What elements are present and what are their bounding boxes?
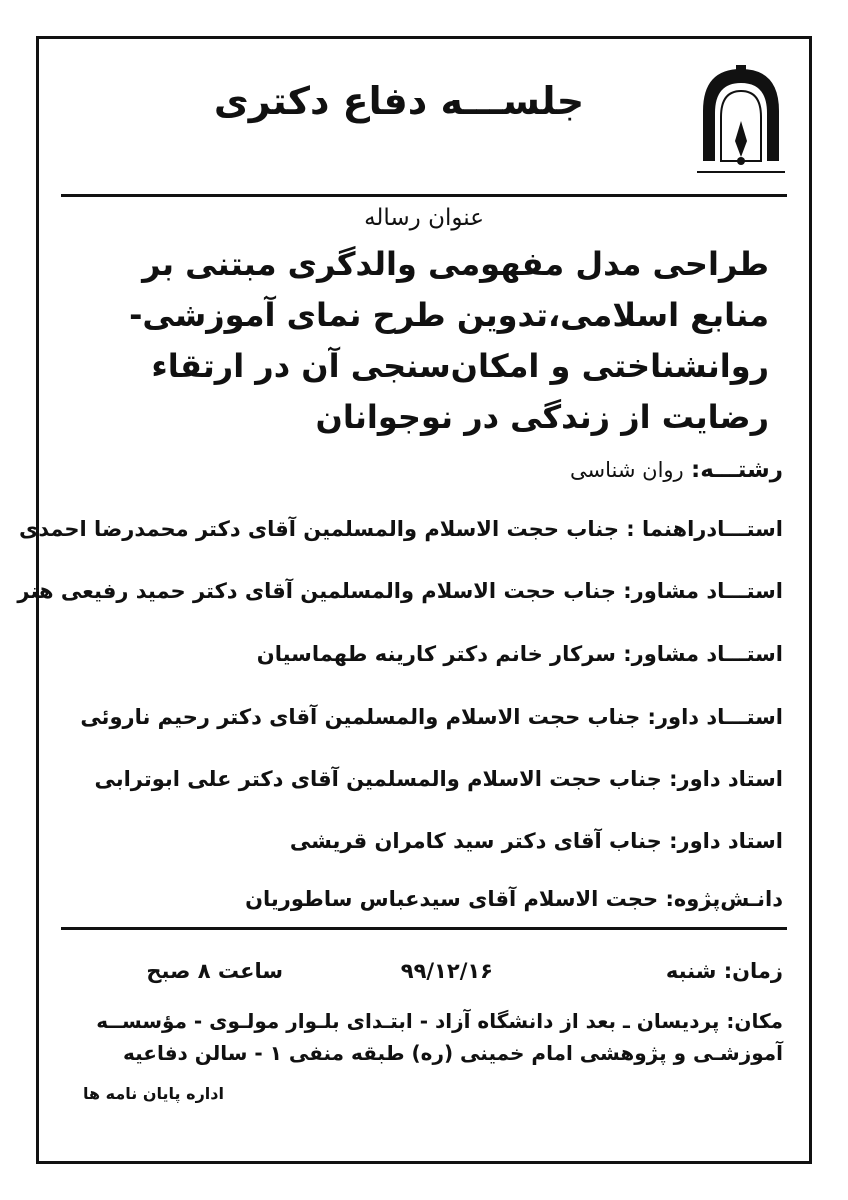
referee-row xyxy=(69,705,783,729)
header xyxy=(39,39,809,199)
arch-emblem-icon xyxy=(695,61,787,193)
date-value: ۹۹/۱۲/۱۶ xyxy=(400,959,493,983)
thesis-title: طراحی مدل مفهومی والدگری مبتنی بر منابع اسلامی،تدوین طرح نمای آموزشی-روانشناختی و امکان‌سنجی آن در ارتقاء رضایت از زندگی در نوجوانان xyxy=(129,245,769,436)
thesis-title-label: عنوان رساله xyxy=(364,205,484,231)
office-signature: اداره پایان نامه ها xyxy=(83,1084,224,1103)
field-value: روان شناسی xyxy=(570,458,684,482)
place-row xyxy=(69,1005,783,1069)
place-value: پردیسان ـ بعد از دانشگاه آزاد - ابتـدای بلـوار مولـوی - مؤسســه آموزشـی و پژوهشی امام خمینی (ره) طبقه منفی ۱ - سالن دفاعیه xyxy=(96,1009,783,1065)
referee-row xyxy=(69,829,783,853)
researcher-name: حجت الاسلام آقای سیدعباس ساطوریان xyxy=(245,887,659,911)
referee-name: جناب حجت الاسلام والمسلمین آقای دکتر رحیم ناروئی xyxy=(80,705,641,729)
consultant-label: استـــاد مشاور: xyxy=(623,642,783,666)
consultant-label: استـــاد مشاور: xyxy=(623,579,783,603)
time-label: زمان: xyxy=(723,959,783,983)
advisor-name: جناب حجت الاسلام والمسلمین آقای دکتر محمدرضا احمدی xyxy=(18,517,619,541)
place-label: مکان: xyxy=(726,1009,783,1033)
referee-name: جناب آقای دکتر سید کامران قریشی xyxy=(289,829,662,853)
document-frame xyxy=(17,36,812,1164)
researcher-row xyxy=(69,887,783,911)
time-day xyxy=(666,959,783,983)
field-row xyxy=(69,457,783,483)
referee-label: استـــاد داور: xyxy=(647,705,783,729)
field-label: رشتـــه: xyxy=(691,457,783,483)
time-row xyxy=(69,959,783,989)
day-value: شنبه xyxy=(665,959,717,983)
footer-divider xyxy=(61,927,787,930)
page-title: جلســـه دفاع دکتری xyxy=(213,79,585,123)
advisor-row xyxy=(18,517,783,541)
consultant-row xyxy=(17,579,783,603)
referee-row xyxy=(69,767,783,791)
referee-name: جناب حجت الاسلام والمسلمین آقای دکتر علی ابوترابی xyxy=(94,767,662,791)
consultant-name: سرکار خانم دکتر کارینه طهماسیان xyxy=(256,642,616,666)
consultant-name: جناب حجت الاسلام والمسلمین آقای دکتر حمید رفیعی هنر xyxy=(17,579,616,603)
referee-label: استاد داور: xyxy=(669,829,783,853)
hour-value: ساعت ۸ صبح xyxy=(146,959,283,983)
consultant-row xyxy=(69,642,783,666)
institute-logo xyxy=(695,61,787,193)
researcher-label: دانـش‌پژوه: xyxy=(665,887,783,911)
header-divider xyxy=(61,194,787,197)
referee-label: استاد داور: xyxy=(669,767,783,791)
advisor-label: استـــادراهنما : xyxy=(626,517,783,541)
